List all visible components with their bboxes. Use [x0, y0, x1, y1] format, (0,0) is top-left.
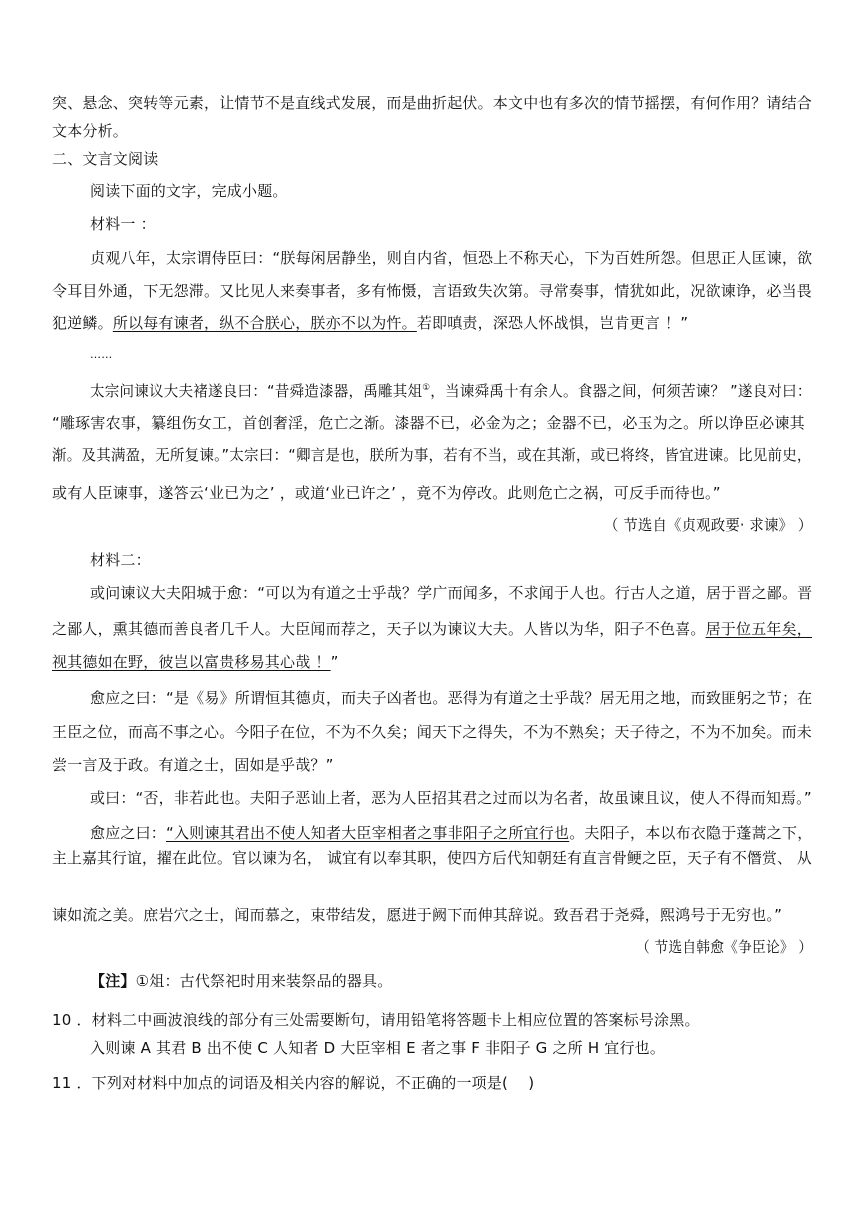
underlined-sentence: 居于位五年矣， — [705, 620, 813, 638]
text-line: 贞观八年，太宗谓侍臣曰：“朕每闲居静坐，则自内省，恒恐上不称天心，下为百姓所怨。但思正人匡谏，欲 — [90, 249, 813, 267]
source-citation: （ 节选自韩愈《争臣论》 ） — [636, 938, 813, 956]
text-segment: 太宗问谏议大夫褚遂良曰：“昔舜造漆器，禹雕其俎 — [90, 382, 423, 400]
text-line — [90, 381, 812, 401]
text-line — [90, 823, 812, 843]
text-line: 突、悬念、突转等元素，让情节不是直线式发展，而是曲折起伏。本文中也有多次的情节摇摆，有何作用？请结合 — [52, 94, 813, 112]
underlined-sentence: 视其德如在野，彼岂以富贵移易其心哉 ！ — [52, 653, 331, 671]
wavy-line-passage: “入则谏其君出不使人知者大臣宰相者之事非阳子之所宜行也 — [166, 824, 570, 842]
text-line: 或问谏议大夫阳城于愈：“可以为有道之士乎哉？学广而闻多，不求闻于人也。行古人之道，居于晋之鄙。晋 — [90, 584, 813, 602]
footnote-marker: ① — [422, 383, 431, 393]
text-line — [52, 313, 688, 333]
text-segment: ” — [330, 653, 339, 671]
text-segment: 。夫阳子，本以布衣隐于蓬蒿之下， — [569, 824, 813, 842]
question-10: 10 ．材料二中画波浪线的部分有三处需要断句，请用铅笔将答题卡上相应位置的答案标号涂黑。 — [52, 1011, 700, 1029]
text-segment: 若即嗔责，深恐人怀战惧，岂肯更言 ！” — [416, 314, 689, 332]
text-line — [52, 652, 339, 672]
text-line — [52, 619, 812, 639]
text-line: 令耳目外通，下无怨滞。又比见人来奏事者，多有怖慑，言语致失次第。寻常奏事，情犹如此，况欲谏诤，必当畏 — [52, 282, 813, 300]
text-line: 渐。及其满盈，无所复谏。”太宗曰：“卿言是也，朕所为事，若有不当，或在其渐，或已将终，皆宜进谏。比见前史， — [52, 446, 812, 464]
source-citation: （ 节选自《贞观政要· 求谏》 ） — [604, 516, 813, 534]
note-text: ①俎：古代祭祀时用来装祭品的器具。 — [135, 972, 393, 990]
note-label: 【注】 — [90, 972, 136, 990]
instruction-text: 阅读下面的文字，完成小题。 — [90, 182, 288, 200]
text-segment: 愈应之曰： — [90, 824, 167, 842]
text-line: 主上嘉其行谊，擢在此位。官以谏为名， 诚宜有以奉其职，使四方后代知朝廷有直言骨鲠之臣，天子有不僭赏、 从 — [52, 849, 812, 867]
text-line: 或曰：“否，非若此也。夫阳子恶讪上者，恶为人臣招其君之过而以为名者，故虽谏且议，使人不得而知焉。” — [90, 789, 812, 807]
text-line: 尝一言及于政。有道之士，固如是乎哉？” — [52, 756, 334, 774]
underlined-sentence: 所以每有谏者，纵不合朕心，朕亦不以为忤。 — [112, 314, 417, 332]
text-segment: 之鄙人，熏其德而善良者几千人。大臣闻而荐之，天子以为谏议大夫。人皆以为华，阳子不色喜。 — [52, 620, 706, 638]
text-line: 王臣之位，而高不事之心。今阳子在位，不为不久矣；闻天下之得失，不为不熟矣；天子待之，不为不加矣。而未 — [52, 723, 813, 741]
material-one-label: 材料一 ： — [90, 215, 156, 233]
section-heading: 二、文言文阅读 — [52, 150, 159, 168]
question-10-options: 入则谏 A 其君 B 出不使 C 人知者 D 大臣宰相 E 者之事 F 非阳子 G 之所 H 宜行也。 — [90, 1039, 666, 1057]
text-segment: ，当谏舜禹十有余人。食器之间，何须苦谏？ ”遂良对曰： — [430, 382, 812, 400]
ellipsis: …… — [90, 348, 113, 361]
text-segment: 犯逆鳞。 — [52, 314, 113, 332]
text-line: 谏如流之美。庶岩穴之士，闻而慕之，束带结发，愿进于阙下而伸其辞说。致吾君于尧舜，熙鸿号于无穷也。” — [52, 906, 783, 924]
text-line: 或有人臣谏事，遂答云‘业已为之’ ，或道‘业已许之’ ，竟不为停改。此则危亡之祸，可反手而待也。” — [52, 484, 721, 502]
text-line: “雕琢害农事，纂组伤女工，首创奢淫，危亡之渐。漆器不已，必金为之；金器不已，必玉为之。所以诤臣必谏其 — [52, 414, 805, 432]
footnote — [90, 971, 392, 991]
text-line: 文本分析。 — [52, 122, 129, 140]
text-line: 愈应之曰：“是《易》所谓恒其德贞，而夫子凶者也。恶得为有道之士乎哉？居无用之地，而致匪躬之节；在 — [90, 689, 813, 707]
question-11: 11 ．下列对材料中加点的词语及相关内容的解说，不正确的一项是( ) — [52, 1074, 535, 1092]
material-two-label: 材料二： — [90, 551, 151, 569]
